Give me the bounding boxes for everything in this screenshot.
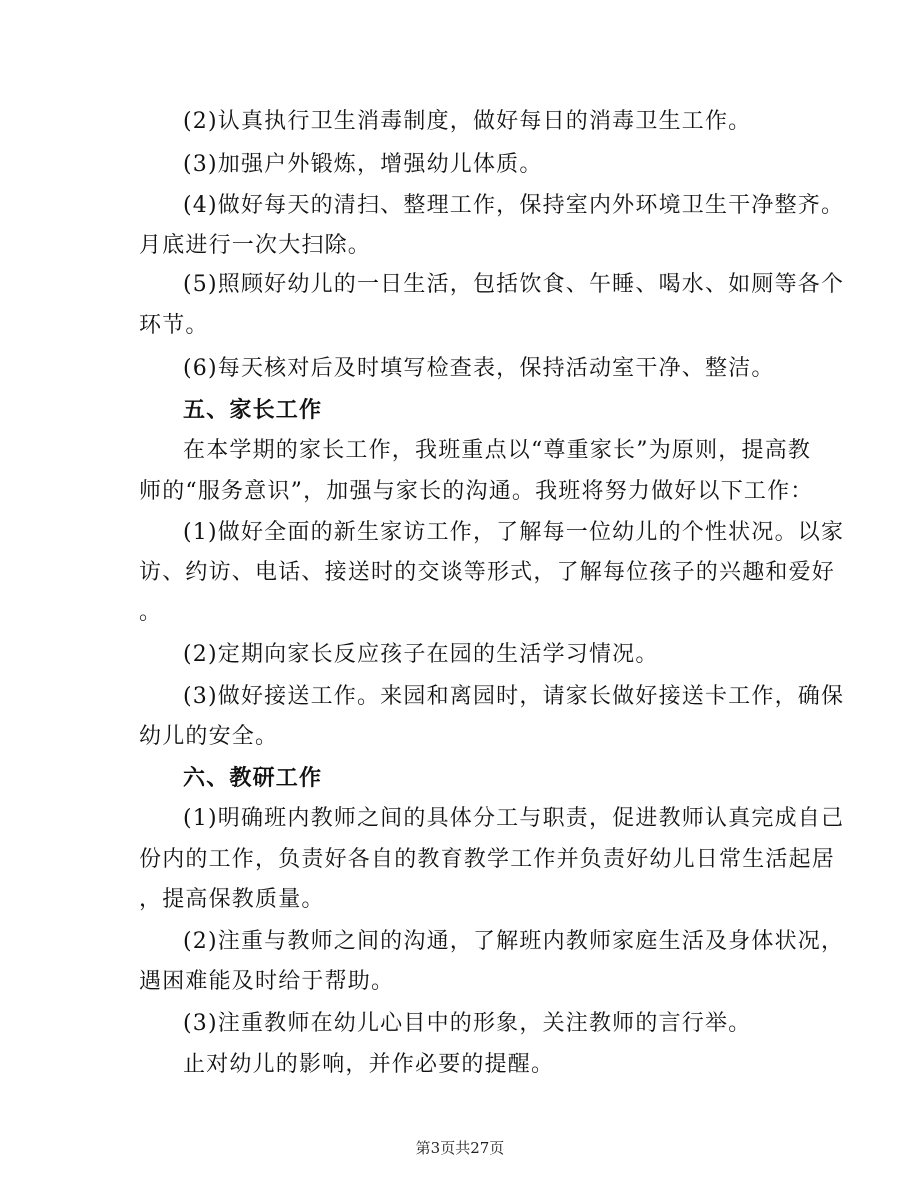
paragraph-line: 。 [139, 600, 163, 625]
paragraph-line: 在本学期的家长工作，我班重点以“尊重家长”为原则，提高教 [183, 438, 812, 463]
paragraph-line: 环节。 [139, 313, 209, 338]
paragraph-line: (2)认真执行卫生消毒制度，做好每日的消毒卫生工作。 [183, 109, 752, 134]
paragraph-line: ，提高保教质量。 [139, 887, 325, 912]
paragraph-line: 月底进行一次大扫除。 [139, 233, 372, 258]
paragraph-line: (2)注重与教师之间的沟通，了解班内教师家庭生活及身体状况， [183, 929, 845, 954]
paragraph-line: 遇困难能及时给于帮助。 [139, 969, 395, 994]
paragraph-line: (4)做好每天的清扫、整理工作，保持室内外环境卫生干净整齐。 [183, 193, 845, 218]
paragraph-line: 幼儿的安全。 [139, 724, 279, 749]
paragraph-line: 师的“服务意识”，加强与家长的沟通。我班将努力做好以下工作： [139, 479, 814, 504]
section-heading-teaching-research: 六、教研工作 [183, 765, 323, 791]
paragraph-line: (2)定期向家长反应孩子在园的生活学习情况。 [183, 642, 659, 667]
paragraph-line: 份内的工作，负责好各自的教育教学工作并负责好幼儿日常生活起居 [139, 847, 836, 872]
paragraph-line: (3)做好接送工作。来园和离园时，请家长做好接送卡工作，确保 [183, 684, 845, 709]
paragraph-line: 访、约访、电话、接送时的交谈等形式，了解每位孩子的兴趣和爱好 [139, 560, 836, 585]
paragraph-line: (6)每天核对后及时填写检查表，保持活动室干净、整洁。 [183, 356, 775, 381]
section-heading-parents: 五、家长工作 [183, 397, 323, 423]
paragraph-line: (1)做好全面的新生家访工作，了解每一位幼儿的个性状况。以家 [183, 520, 845, 545]
paragraph-line: (1)明确班内教师之间的具体分工与职责，促进教师认真完成自己 [183, 806, 845, 831]
paragraph-line: (3)注重教师在幼儿心目中的形象，关注教师的言行举。 [183, 1011, 752, 1036]
paragraph-line: 止对幼儿的影响，并作必要的提醒。 [183, 1052, 555, 1077]
paragraph-line: (5)照顾好幼儿的一日生活，包括饮食、午睡、喝水、如厕等各个 [183, 272, 845, 297]
page-number-footer: 第3页共27页 [415, 1139, 505, 1157]
paragraph-line: (3)加强户外锻炼，增强幼儿体质。 [183, 152, 543, 177]
